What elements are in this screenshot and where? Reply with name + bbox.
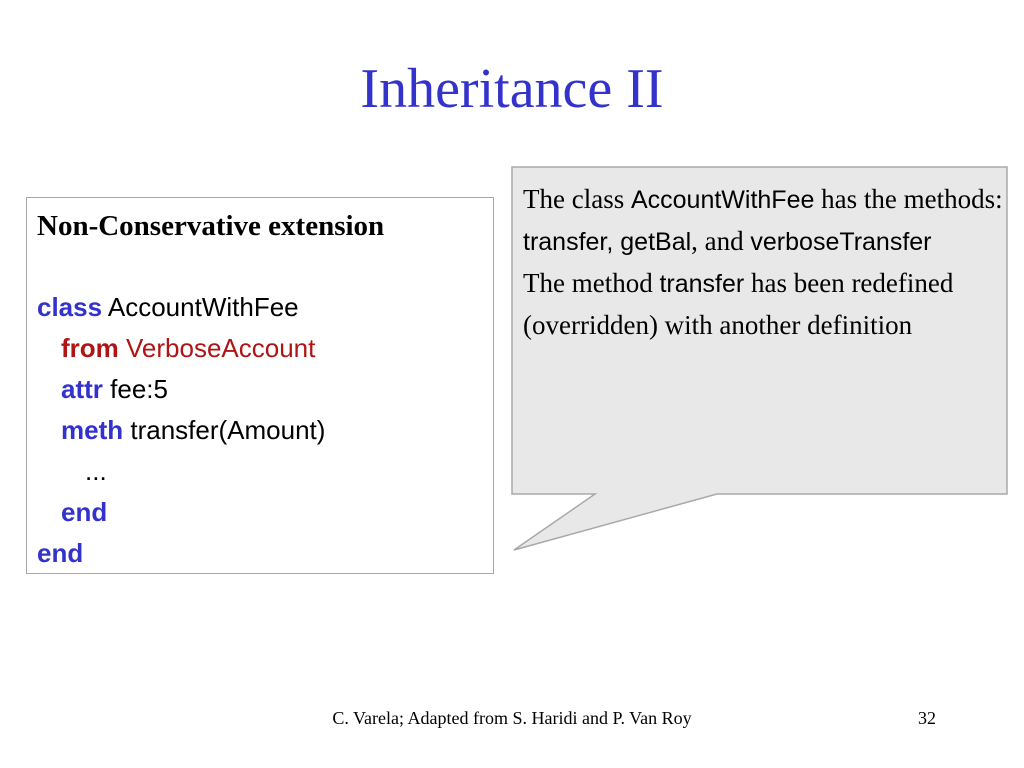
code-line-end-inner <box>37 492 493 533</box>
keyword-from: from <box>61 333 119 363</box>
code-line-from <box>37 328 493 369</box>
method-signature: transfer(Amount) <box>130 415 326 445</box>
keyword-meth: meth <box>61 415 124 445</box>
callout-t6: has been redefined (overridden) with another definition <box>523 268 954 340</box>
callout-t3: has the methods: <box>814 184 1003 214</box>
callout-class-name: AccountWithFee <box>630 186 815 214</box>
page-number: 32 <box>918 708 936 728</box>
code-line-end-outer <box>37 533 493 574</box>
callout-text <box>523 179 1003 346</box>
callout-method-1: transfer <box>523 228 607 256</box>
callout-sep-2: , and <box>691 226 751 256</box>
code-line-attr <box>37 369 493 410</box>
code-line-class <box>37 287 493 328</box>
keyword-attr: attr <box>61 374 103 404</box>
code-line-meth <box>37 410 493 451</box>
code-line-ellipsis: ... <box>85 456 107 486</box>
callout-method-2: getBal <box>620 228 692 256</box>
slide-title: Inheritance II <box>360 58 664 120</box>
keyword-class: class <box>37 292 103 322</box>
code-box <box>26 197 494 574</box>
code-box-heading: Non-Conservative extension <box>37 210 385 242</box>
callout-sep-1: , <box>606 228 621 256</box>
callout-method-3: verboseTransfer <box>750 228 932 256</box>
callout-t4: The method <box>523 268 660 298</box>
attr-value: fee:5 <box>110 374 168 404</box>
superclass-name: VerboseAccount <box>126 333 316 363</box>
keyword-end-outer: end <box>37 538 84 568</box>
class-name: AccountWithFee <box>107 292 299 322</box>
footer-credit: C. Varela; Adapted from S. Haridi and P. Van Roy <box>332 708 692 728</box>
callout-method-name: transfer <box>659 270 745 298</box>
blank-line <box>37 246 493 287</box>
keyword-end-inner: end <box>61 497 108 527</box>
callout-t1: The class <box>523 184 631 214</box>
